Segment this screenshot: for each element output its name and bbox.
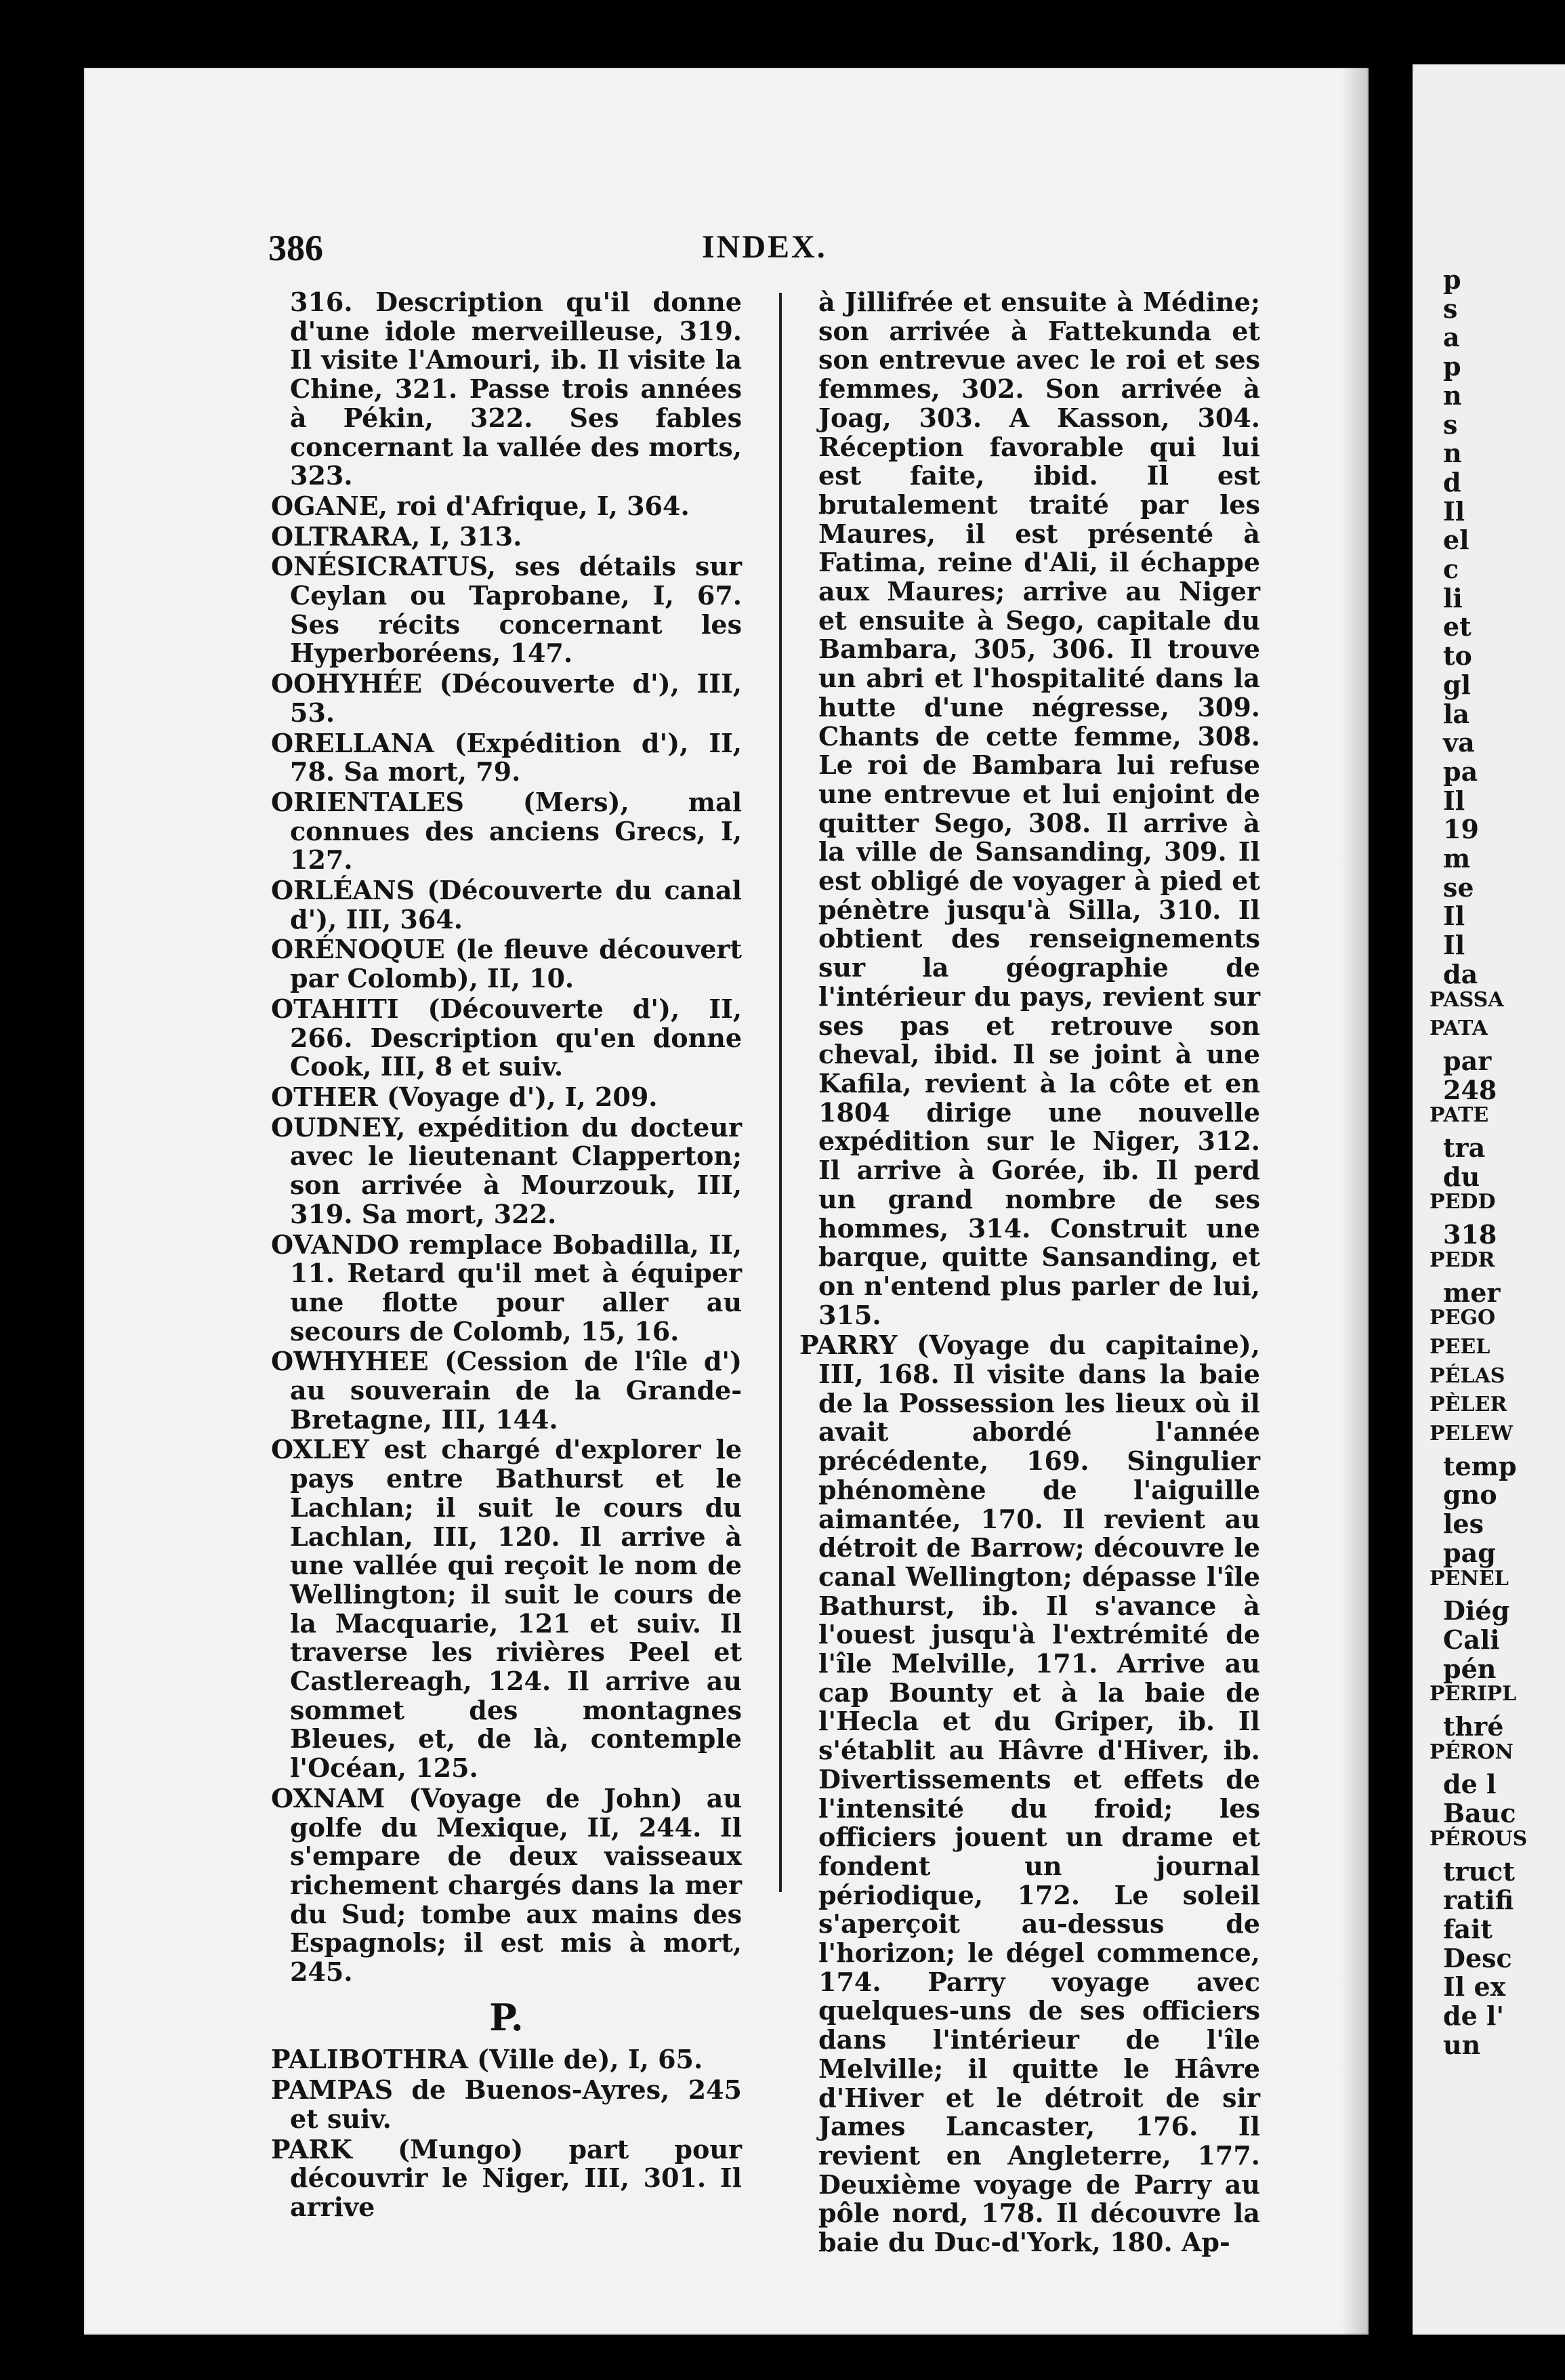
index-entry: OOHYHÉE (Découverte d'), III, 53. — [271, 668, 742, 728]
next-page-fragment: ratifi — [1443, 1885, 1514, 1916]
next-page-fragment: gno — [1443, 1479, 1497, 1511]
next-page-fragment: PEDD — [1430, 1190, 1496, 1214]
next-page-fragment: m — [1443, 843, 1471, 874]
index-entry: OGANE, roi d'Afrique, I, 364. — [271, 490, 690, 521]
index-entry: ONÉSICRATUS, ses détails sur Ceylan ou Taprobane, I, 67. Ses récits concernant les Hyperboréens, 147. — [271, 551, 742, 669]
page-header — [268, 227, 1264, 288]
next-page-fragment: Diég — [1443, 1595, 1510, 1626]
next-page-fragment: 318 — [1443, 1219, 1497, 1250]
index-entry: 316. Description qu'il donne d'une idole merveilleuse, 319. Il visite l'Amouri, ib. Il visite la Chine, 321. Passe trois années à Pékin, 322. Ses fables concernant la vallée des morts, 323. — [290, 287, 742, 491]
next-page-fragment: p — [1443, 264, 1461, 295]
next-page-fragment: va — [1443, 727, 1475, 758]
index-entry: PARK (Mungo) part pour découvrir le Niger, III, 301. Il arrive — [271, 2133, 742, 2222]
next-page-fragment: Il — [1443, 901, 1465, 932]
index-entry: ORLÉANS (Découverte du canal d'), III, 364. — [271, 875, 742, 935]
index-entry: OXLEY est chargé d'explorer le pays entre Bathurst et le Lachlan; il suit le cours du Lachlan, III, 120. Il arrive à une vallée qui reçoit le nom de Wellington; il suit le cours de la Macquarie, 121 et suiv. Il traverse les rivières Peel et Castlereagh, 124. Il arrive au sommet des montagnes Bleues, et, de là, contemple l'Océan, 125. — [271, 1434, 742, 1784]
index-entry: OXNAM (Voyage de John) au golfe du Mexique, II, 244. Il s'empare de deux vaisseaux richement chargés dans la mer du Sud; tombe aux mains des Espagnols; il est mis à mort, 245. — [271, 1782, 742, 1988]
next-page-fragment: un — [1443, 2029, 1481, 2060]
next-page-fragment: pén — [1443, 1653, 1497, 1684]
next-page-fragment: d — [1443, 466, 1461, 497]
next-page-fragment: PENEL — [1430, 1566, 1509, 1591]
next-page-fragment: Il — [1443, 495, 1465, 527]
index-entry: OTHER (Voyage d'), I, 209. — [271, 1081, 658, 1112]
page-gutter-shadow — [1341, 68, 1369, 2335]
next-page-fragment: to — [1443, 640, 1472, 672]
index-entry: OUDNEY, expédition du docteur avec le lieutenant Clapperton; son arrivée à Mourzouk, III, 319. Sa mort, 322. — [271, 1111, 742, 1229]
next-page-fragment: PÉLAS — [1430, 1363, 1505, 1388]
next-page-fragment: Il ex — [1443, 1971, 1506, 2003]
next-page-fragment: a — [1443, 322, 1460, 353]
next-page-fragment: par — [1443, 1045, 1492, 1076]
next-page-fragment: Il — [1443, 785, 1465, 816]
next-page-fragment: se — [1443, 871, 1474, 903]
next-page-fragment: PEGO — [1430, 1306, 1496, 1330]
index-entry: ORIENTALES (Mers), mal connues des anciens Grecs, I, 127. — [271, 786, 742, 876]
next-page-fragment: les — [1443, 1509, 1484, 1540]
next-page-fragment: mer — [1443, 1277, 1501, 1308]
index-entry: OVANDO remplace Bobadilla, II, 11. Retard qu'il met à équiper une flotte pour aller au secours de Colomb, 15, 16. — [271, 1229, 742, 1347]
next-page-fragment: PÈLER — [1430, 1393, 1507, 1417]
next-page-fragment: s — [1443, 409, 1458, 440]
next-page-fragment: Cali — [1443, 1624, 1500, 1655]
next-page-fragment: temp — [1443, 1450, 1517, 1481]
index-entry: PALIBOTHRA (Ville de), I, 65. — [271, 2044, 703, 2075]
index-entry: ORELLANA (Expédition d'), II, 78. Sa mort, 79. — [271, 727, 742, 787]
next-page-fragment: thré — [1443, 1711, 1504, 1742]
next-page-fragment: n — [1443, 379, 1462, 411]
next-page-fragment: n — [1443, 438, 1462, 469]
next-page-fragment: 19 — [1443, 814, 1479, 845]
next-page-fragment: da — [1443, 958, 1478, 989]
next-page-fragment: PEDR — [1430, 1248, 1495, 1272]
next-page-fragment: fait — [1443, 1913, 1493, 1944]
next-page-fragment: PATE — [1430, 1103, 1489, 1128]
running-head: INDEX. — [702, 229, 827, 265]
page-number: 386 — [268, 228, 323, 268]
next-page-fragment: gl — [1443, 669, 1472, 700]
index-entry: ORÉNOQUE (le fleuve découvert par Colomb), II, 10. — [271, 934, 742, 994]
next-page-fragment: PERIPL — [1430, 1682, 1517, 1706]
next-page-fragment: du — [1443, 1161, 1480, 1192]
next-page-fragment: PÉROUS — [1430, 1826, 1528, 1851]
next-page-fragment: s — [1443, 293, 1458, 324]
next-page-fragment: la — [1443, 698, 1470, 729]
next-page-edge — [1413, 64, 1565, 2335]
index-entry: PARRY (Voyage du capitaine), III, 168. Il visite dans la baie de la Possession les lieux où il avait abordé l'année précédente, 169. Singulier phénomène de l'aiguille aimantée, 170. Il revient au détroit de Barrow; découvre le canal Wellington; dépasse l'île Bathurst, ib. Il s'avance à l'ouest jusqu'à l'extrémité de l'île Melville, 171. Arrive au cap Bounty et à la baie de l'Hecla et du Griper, ib. Il s'établit au Hâvre d'Hiver, ib. Divertissements et effets de l'intensité du froid; les officiers jouent un drame et fondent un journal périodique, 172. Le soleil s'aperçoit au-dessus de l'horizon; le dégel commence, 174. Parry voyage avec quelques-uns de ses officiers dans l'intérieur de l'île Melville; il quitte le Hâvre d'Hiver et le détroit de sir James Lancaster, 176. Il revient en Angleterre, 177. Deuxième voyage de Parry au pôle nord, 178. Il découvre la baie du Duc-d'York, 180. Ap- — [799, 1330, 1260, 2258]
next-page-fragment: PATA — [1430, 1017, 1488, 1041]
next-page-fragment: et — [1443, 611, 1472, 642]
next-page-fragment: PASSA — [1430, 987, 1504, 1012]
next-page-fragment: li — [1443, 582, 1463, 613]
index-entry: à Jillifrée et ensuite à Médine; son arrivée à Fattekunda et son entrevue avec le roi et ses femmes, 302. Son arrivée à Joag, 303. A Kasson, 304. Réception favorable qui lui est faite, ibid. Il est brutalement traité par les Maures, il est présenté à Fatima, reine d'Ali, il échappe aux Maures; arrive au Niger et ensuite à Sego, capitale du Bambara, 305, 306. Il trouve un abri et l'hospitalité dans la hutte d'une négresse, 309. Chants de cette femme, 308. Le roi de Bambara lui refuse une entrevue et lui enjoint de quitter Sego, 308. Il arrive à la ville de Sansanding, 309. Il est obligé de voyager à pied et pénètre jusqu'à Silla, 310. Il obtient des renseignements sur la géographie de l'intérieur du pays, revient sur ses pas et retrouve son cheval, ibid. Il se joint à une Kafila, revient à la côte et en 1804 dirige une nouvelle expédition sur le Niger, 312. Il arrive à Gorée, ib. Il perd un grand nombre de ses hommes, 314. Construit une barque, quitte Sansanding, et on n'entend plus parler de lui, 315. — [818, 287, 1260, 1330]
next-page-fragment: p — [1443, 351, 1461, 382]
next-page-fragment: de l' — [1443, 2001, 1505, 2031]
next-page-fragment: PÉRON — [1430, 1740, 1514, 1764]
right-column — [799, 288, 1260, 2259]
next-page-fragment: Desc — [1443, 1942, 1512, 1973]
next-page-fragment: Il — [1443, 930, 1465, 961]
next-page-fragment: 248 — [1443, 1074, 1497, 1105]
index-entry: PAMPAS de Buenos-Ayres, 245 et suiv. — [271, 2074, 742, 2134]
next-page-fragment: tra — [1443, 1132, 1486, 1163]
left-column — [271, 288, 742, 2223]
next-page-fragment: PELEW — [1430, 1422, 1514, 1445]
section-letter: P. — [489, 1995, 524, 2039]
index-entry: OTAHITI (Découverte d'), II, 266. Description qu'en donne Cook, III, 8 et suiv. — [271, 993, 742, 1082]
index-entry: OWHYHEE (Cession de l'île d') au souverain de la Grande-Bretagne, III, 144. — [271, 1346, 742, 1435]
next-page-fragment: de l — [1443, 1769, 1497, 1800]
next-page-fragment: truct — [1443, 1855, 1515, 1887]
column-divider — [779, 293, 782, 1892]
next-page-fragment: Bauc — [1443, 1798, 1516, 1829]
next-page-fragment: pa — [1443, 756, 1478, 787]
index-entry: OLTRARA, I, 313. — [271, 520, 522, 552]
next-page-fragment: c — [1443, 554, 1459, 584]
next-page-fragment: PEEL — [1430, 1334, 1490, 1359]
next-page-fragment: pag — [1443, 1537, 1496, 1568]
next-page-fragment: el — [1443, 525, 1469, 556]
